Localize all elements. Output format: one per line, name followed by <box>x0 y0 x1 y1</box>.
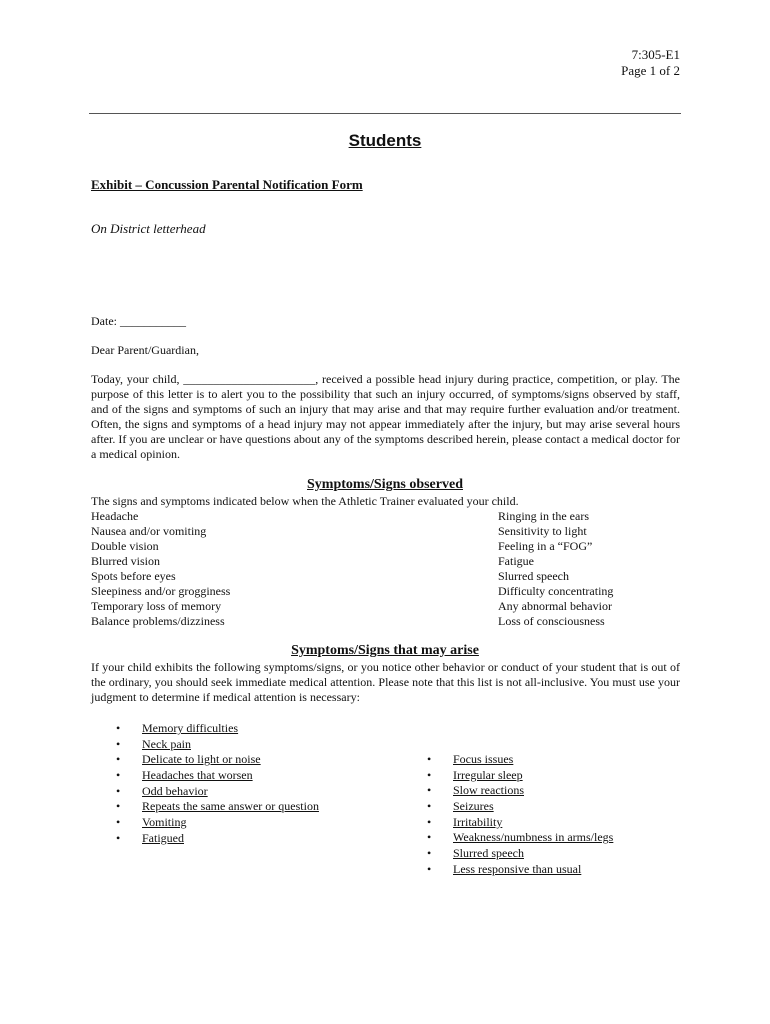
list-item: Temporary loss of memory <box>91 599 222 613</box>
policy-code: 7:305-E1 <box>631 47 680 62</box>
list-item: • Irregular sleep <box>427 767 523 782</box>
observed-left-list <box>91 509 230 629</box>
bullet-icon: • <box>427 846 432 861</box>
list-item: • Repeats the same answer or question <box>116 799 319 814</box>
list-item: Sensitivity to light <box>498 524 587 538</box>
bullet-icon: • <box>116 736 121 751</box>
date-line: Date: ___________ <box>91 314 186 328</box>
bullet-icon: • <box>427 799 432 814</box>
list-item: • Slurred speech <box>427 846 524 861</box>
list-item: • Slow reactions <box>427 783 524 798</box>
bullet-icon: • <box>427 830 432 845</box>
intro-paragraph: Today, your child, ______________________, received a possible head injury during practice, competition, or play. The purpose of this letter is to alert you to the possibility that such an injury occurred, of symptoms/signs observed by staff, and of the signs and symptoms of such an injury that may arise and that may require further evaluation and/or treatment. Often, the signs and symptoms of a head injury may not appear immediately after the injury, but may arise several hours after. If you are unclear or have questions about any of the symptoms described herein, please contact a medical doctor for a medical opinion. <box>91 372 680 461</box>
bullet-icon: • <box>116 830 121 845</box>
list-item: • Less responsive than usual <box>427 861 582 876</box>
list-item: • Neck pain <box>116 736 191 751</box>
bullet-icon: • <box>116 815 121 830</box>
page-number: Page 1 of 2 <box>621 63 680 78</box>
list-item: • Vomiting <box>116 815 187 830</box>
list-item: • Odd behavior <box>116 783 208 798</box>
list-item: Difficulty concentrating <box>498 584 614 598</box>
bullet-icon: • <box>116 799 121 814</box>
letterhead-note: On District letterhead <box>91 221 206 236</box>
list-item: • Headaches that worsen <box>116 768 253 783</box>
list-item: Loss of consciousness <box>498 614 605 628</box>
salutation: Dear Parent/Guardian, <box>91 343 199 357</box>
observed-right-list <box>498 509 613 629</box>
exhibit-title: Exhibit – Concussion Parental Notification Form <box>91 177 363 192</box>
bullet-icon: • <box>427 752 432 766</box>
bullet-icon: • <box>116 783 121 798</box>
may-arise-right-list <box>427 752 687 878</box>
list-item: Slurred speech <box>498 569 569 583</box>
page-title: Students <box>348 131 422 150</box>
list-item: Nausea and/or vomiting <box>91 524 207 538</box>
list-item: Headache <box>91 509 139 523</box>
list-item: Any abnormal behavior <box>498 599 612 613</box>
list-item: • Delicate to light or noise <box>116 752 261 767</box>
observed-intro: The signs and symptoms indicated below when the Athletic Trainer evaluated your child. <box>91 494 519 508</box>
list-item: • Memory difficulties <box>116 721 239 735</box>
header-divider <box>89 113 681 114</box>
bullet-icon: • <box>427 814 432 829</box>
bullet-icon: • <box>116 752 121 767</box>
may-arise-left-list <box>116 721 376 847</box>
list-item: Spots before eyes <box>91 569 176 583</box>
may-arise-heading: Symptoms/Signs that may arise <box>291 643 479 658</box>
list-item: • Irritability <box>427 814 503 829</box>
list-item: Ringing in the ears <box>498 509 589 523</box>
bullet-icon: • <box>427 861 432 876</box>
list-item: Sleepiness and/or grogginess <box>91 584 231 598</box>
list-item: • Seizures <box>427 799 494 814</box>
list-item: Blurred vision <box>91 554 160 568</box>
list-item: Balance problems/dizziness <box>91 614 225 628</box>
list-item: Double vision <box>91 539 159 553</box>
list-item: • Weakness/numbness in arms/legs <box>427 830 614 845</box>
bullet-icon: • <box>427 783 432 798</box>
document-header <box>621 47 680 79</box>
bullet-icon: • <box>427 767 432 782</box>
list-item: • Fatigued <box>116 830 184 845</box>
observed-heading: Symptoms/Signs observed <box>307 477 463 492</box>
may-arise-intro: If your child exhibits the following symptoms/signs, or you notice other behavior or conduct of your student that is out of the ordinary, you should seek immediate medical attention. Please note that this list is not all-inclusive. You must use your judgment to determine if medical attention is necessary: <box>91 660 680 704</box>
list-item: • Focus issues <box>427 752 514 766</box>
bullet-icon: • <box>116 768 121 783</box>
list-item: Feeling in a “FOG” <box>498 539 593 553</box>
list-item: Fatigue <box>498 554 534 568</box>
bullet-icon: • <box>116 721 121 735</box>
